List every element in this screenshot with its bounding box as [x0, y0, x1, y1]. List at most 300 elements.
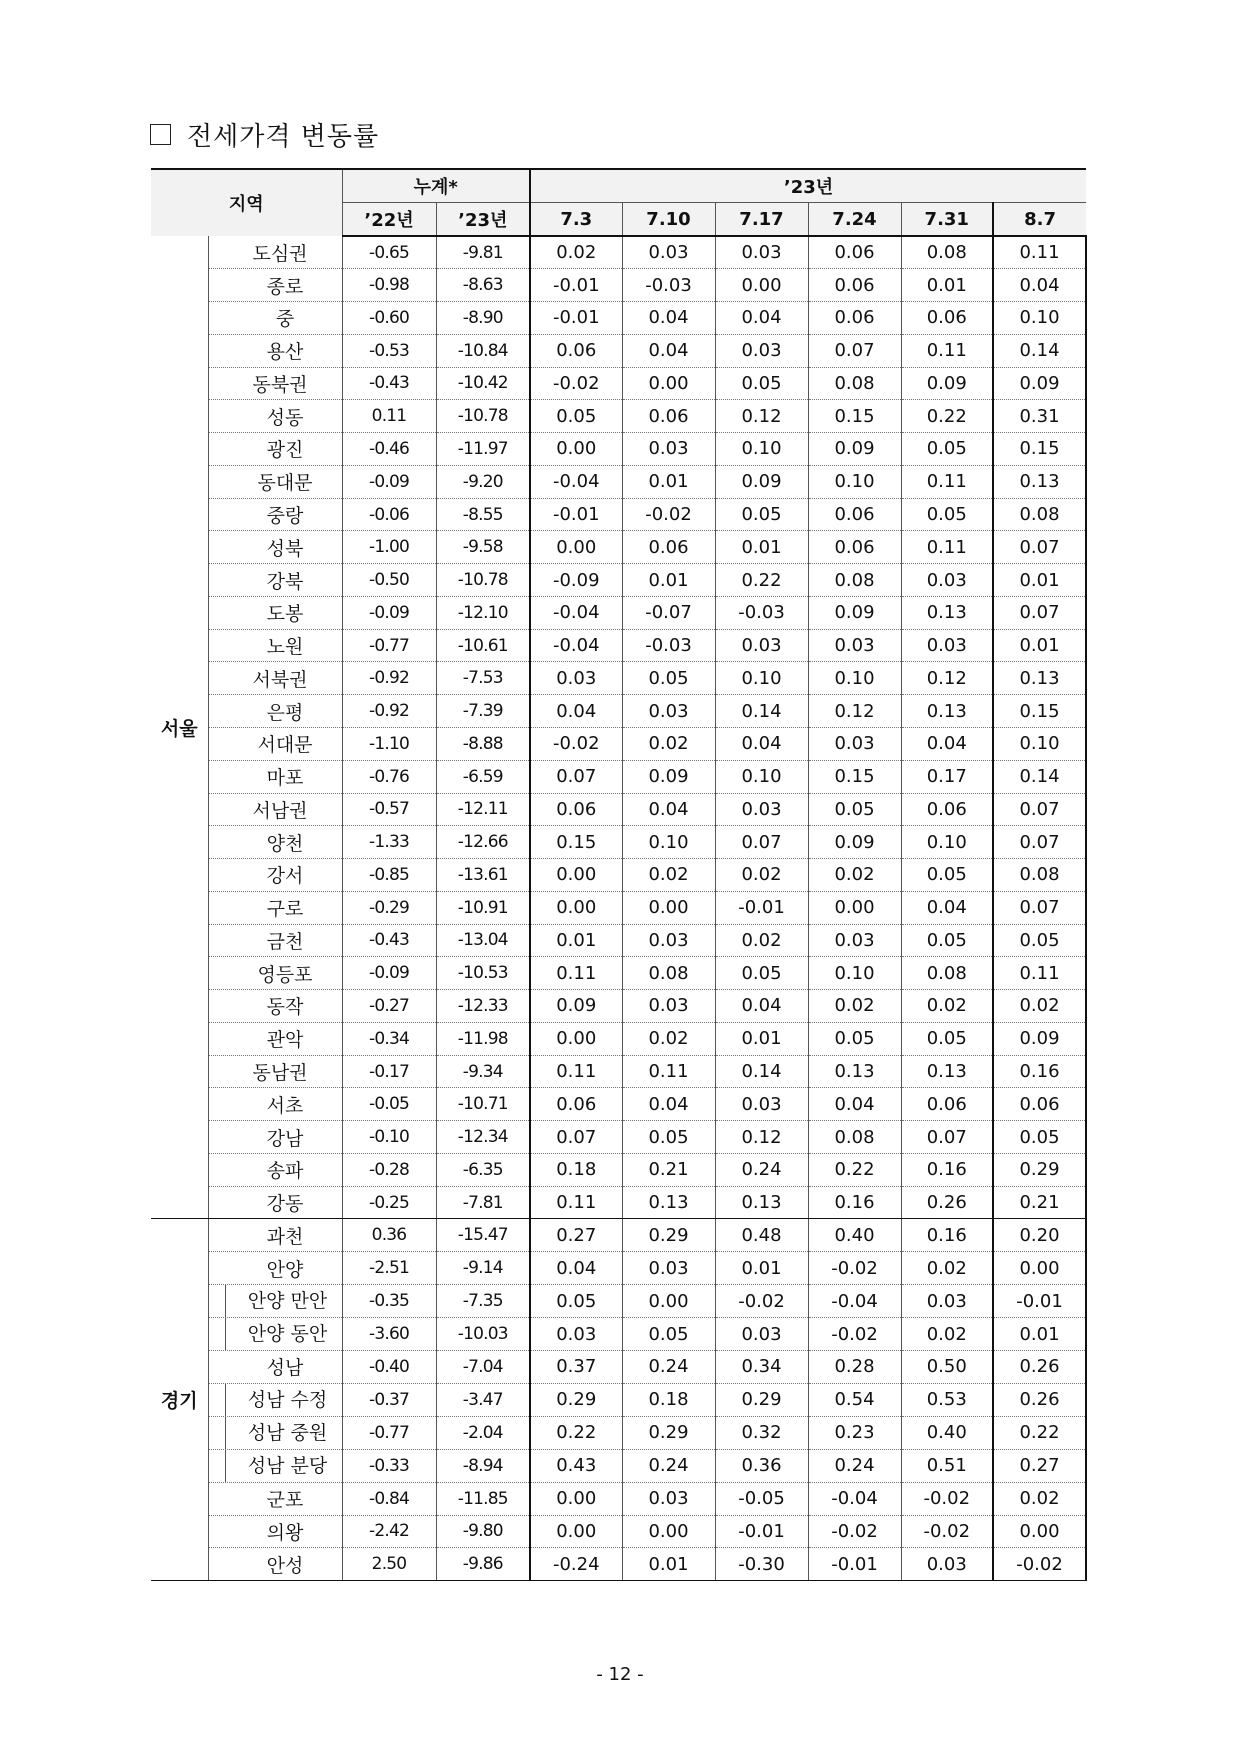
weekly-value-cell: 0.13	[901, 596, 993, 629]
cumulative-value-cell: -6.59	[436, 760, 530, 793]
cumulative-value-cell: -9.81	[436, 236, 530, 269]
weekly-value-cell: 0.07	[530, 760, 622, 793]
cumulative-value-cell: -8.94	[436, 1449, 530, 1482]
table-row	[151, 990, 1086, 1023]
weekly-value-cell: 0.02	[808, 859, 901, 892]
cumulative-value-cell: -0.06	[342, 498, 436, 531]
weekly-value-cell: 0.22	[808, 1153, 901, 1186]
table-row	[151, 1252, 1086, 1285]
weekly-value-cell: 0.02	[901, 1318, 993, 1351]
table-row	[151, 924, 1086, 957]
region-name	[208, 1252, 342, 1285]
weekly-value-cell: -0.01	[715, 891, 808, 924]
table-row	[151, 596, 1086, 629]
weekly-value-cell: 0.02	[530, 236, 622, 269]
section-title	[150, 116, 379, 153]
weekly-value-cell: 0.09	[901, 367, 993, 400]
weekly-value-cell: 0.02	[993, 990, 1086, 1023]
weekly-value-cell: 0.02	[715, 859, 808, 892]
cumulative-value-cell: -9.14	[436, 1252, 530, 1285]
weekly-value-cell: 0.06	[808, 302, 901, 335]
section-title-text: 전세가격 변동률	[187, 122, 380, 152]
weekly-value-cell: 0.03	[622, 236, 715, 269]
region-name	[208, 662, 342, 695]
weekly-value-cell: 0.02	[901, 990, 993, 1023]
cumulative-value-cell: -0.10	[342, 1121, 436, 1154]
header-cum-22: ’22년	[342, 203, 436, 237]
weekly-value-cell: -0.01	[530, 269, 622, 302]
cumulative-value-cell: -0.57	[342, 793, 436, 826]
region-name-text: 서북권	[252, 668, 308, 691]
weekly-value-cell: 0.08	[808, 564, 901, 597]
weekly-value-cell: 0.29	[622, 1416, 715, 1449]
weekly-value-cell: 0.02	[993, 1482, 1086, 1515]
region-name-text: 금천	[266, 930, 304, 953]
weekly-value-cell: 0.03	[901, 629, 993, 662]
weekly-value-cell: -0.02	[808, 1252, 901, 1285]
region-name	[208, 1482, 342, 1515]
region-name	[208, 859, 342, 892]
weekly-value-cell: 0.32	[715, 1416, 808, 1449]
cumulative-value-cell: -0.09	[342, 596, 436, 629]
region-name-text: 양천	[266, 832, 304, 855]
cumulative-value-cell: -9.34	[436, 1055, 530, 1088]
weekly-value-cell: 0.11	[530, 1055, 622, 1088]
weekly-value-cell: 0.13	[993, 465, 1086, 498]
weekly-value-cell: -0.02	[622, 498, 715, 531]
table-row	[151, 760, 1086, 793]
region-name	[208, 695, 342, 728]
weekly-value-cell: 0.11	[530, 957, 622, 990]
weekly-value-cell: 0.24	[622, 1351, 715, 1384]
region-name	[208, 1153, 342, 1186]
weekly-value-cell: 0.24	[622, 1449, 715, 1482]
weekly-value-cell: 0.36	[715, 1449, 808, 1482]
weekly-value-cell: 0.05	[530, 400, 622, 433]
weekly-value-cell: -0.04	[530, 465, 622, 498]
weekly-value-cell: 0.01	[622, 465, 715, 498]
weekly-value-cell: 0.26	[993, 1351, 1086, 1384]
region-name-text: 군포	[266, 1489, 304, 1512]
weekly-value-cell: 0.05	[901, 498, 993, 531]
weekly-value-cell: 0.29	[530, 1383, 622, 1416]
table-row	[151, 1449, 1086, 1482]
cumulative-value-cell: -12.10	[436, 596, 530, 629]
weekly-value-cell: 0.03	[715, 1318, 808, 1351]
cumulative-value-cell: -12.66	[436, 826, 530, 859]
weekly-value-cell: 0.27	[530, 1219, 622, 1252]
table-row	[151, 1153, 1086, 1186]
cumulative-value-cell: -0.84	[342, 1482, 436, 1515]
table-row	[151, 269, 1086, 302]
cumulative-value-cell: -12.11	[436, 793, 530, 826]
region-name	[208, 531, 342, 564]
cumulative-value-cell: -7.35	[436, 1285, 530, 1318]
table-row	[151, 1186, 1086, 1219]
table-row	[151, 859, 1086, 892]
weekly-value-cell: -0.03	[715, 596, 808, 629]
weekly-value-cell: 0.05	[715, 367, 808, 400]
region-name	[208, 793, 342, 826]
weekly-value-cell: 0.26	[993, 1383, 1086, 1416]
table-row	[151, 236, 1086, 269]
weekly-value-cell: 0.04	[530, 1252, 622, 1285]
table-row	[151, 531, 1086, 564]
weekly-value-cell: 0.53	[901, 1383, 993, 1416]
table-row	[151, 1088, 1086, 1121]
region-name-text: 서대문	[257, 734, 313, 757]
weekly-value-cell: 0.18	[530, 1153, 622, 1186]
region-name-text: 중랑	[266, 505, 304, 527]
weekly-value-cell: 0.04	[715, 727, 808, 760]
weekly-value-cell: 0.29	[715, 1383, 808, 1416]
weekly-value-cell: 0.00	[530, 891, 622, 924]
header-week-7-17: 7.17	[715, 203, 808, 237]
table-row	[151, 826, 1086, 859]
table-row	[151, 695, 1086, 728]
weekly-value-cell: 0.03	[530, 1318, 622, 1351]
weekly-value-cell: 0.04	[715, 302, 808, 335]
weekly-value-cell: 0.16	[901, 1219, 993, 1252]
weekly-value-cell: -0.04	[530, 596, 622, 629]
weekly-value-cell: -0.02	[530, 367, 622, 400]
cumulative-value-cell: -0.35	[342, 1285, 436, 1318]
weekly-value-cell: 0.04	[622, 793, 715, 826]
cumulative-value-cell: -2.51	[342, 1252, 436, 1285]
region-name	[208, 498, 342, 531]
table-row	[151, 1515, 1086, 1548]
weekly-value-cell: 0.09	[530, 990, 622, 1023]
weekly-value-cell: 0.10	[808, 662, 901, 695]
region-name-text: 성북	[266, 537, 304, 560]
weekly-value-cell: 0.01	[530, 924, 622, 957]
weekly-value-cell: 0.05	[901, 1022, 993, 1055]
table-row	[151, 465, 1086, 498]
weekly-value-cell: 0.04	[622, 302, 715, 335]
region-name	[208, 596, 342, 629]
weekly-value-cell: 0.06	[808, 269, 901, 302]
weekly-value-cell: 0.07	[993, 596, 1086, 629]
weekly-value-cell: -0.05	[715, 1482, 808, 1515]
weekly-value-cell: 0.05	[901, 433, 993, 466]
region-name-text: 용산	[266, 341, 304, 364]
cumulative-value-cell: -7.04	[436, 1351, 530, 1384]
region-name	[208, 400, 342, 433]
weekly-value-cell: 0.12	[715, 1121, 808, 1154]
region-name-text: 은평	[266, 701, 304, 724]
table-body	[151, 236, 1086, 1581]
weekly-value-cell: 0.10	[808, 465, 901, 498]
cumulative-value-cell: -9.80	[436, 1515, 530, 1548]
region-name	[208, 236, 342, 269]
weekly-value-cell: 0.05	[622, 662, 715, 695]
cumulative-value-cell: 0.11	[342, 400, 436, 433]
cumulative-value-cell: -0.76	[342, 760, 436, 793]
weekly-value-cell: 0.13	[715, 1186, 808, 1219]
cumulative-value-cell: -12.33	[436, 990, 530, 1023]
weekly-value-cell: 0.00	[993, 1252, 1086, 1285]
cumulative-value-cell: -10.61	[436, 629, 530, 662]
cumulative-value-cell: -0.25	[342, 1186, 436, 1219]
weekly-value-cell: 0.09	[808, 596, 901, 629]
cumulative-value-cell: -0.27	[342, 990, 436, 1023]
table-row	[151, 433, 1086, 466]
table-row	[151, 1121, 1086, 1154]
weekly-value-cell: 0.12	[715, 400, 808, 433]
weekly-value-cell: 0.07	[901, 1121, 993, 1154]
table-row	[151, 1219, 1086, 1252]
cumulative-value-cell: -10.42	[436, 367, 530, 400]
weekly-value-cell: 0.05	[993, 1121, 1086, 1154]
header-week-7-3: 7.3	[530, 203, 622, 237]
weekly-value-cell: 0.21	[622, 1153, 715, 1186]
weekly-value-cell: 0.05	[530, 1285, 622, 1318]
weekly-value-cell: 0.15	[808, 760, 901, 793]
weekly-value-cell: 0.06	[901, 793, 993, 826]
region-name	[208, 367, 342, 400]
weekly-value-cell: -0.02	[901, 1482, 993, 1515]
region-name-text: 영등포	[257, 963, 313, 986]
weekly-value-cell: 0.14	[993, 760, 1086, 793]
page-number: - 12 -	[596, 1664, 644, 1685]
weekly-value-cell: 0.03	[622, 1482, 715, 1515]
header-cumulative-label: 누계*	[413, 177, 458, 198]
region-name-text: 의왕	[266, 1521, 304, 1544]
weekly-value-cell: 0.08	[808, 1121, 901, 1154]
weekly-value-cell: 0.20	[993, 1219, 1086, 1252]
cumulative-value-cell: -0.33	[342, 1449, 436, 1482]
weekly-value-cell: 0.13	[901, 695, 993, 728]
region-name-text: 마포	[266, 767, 304, 790]
weekly-value-cell: 0.01	[715, 1022, 808, 1055]
cumulative-value-cell: -0.98	[342, 269, 436, 302]
region-name-text: 안성	[266, 1554, 304, 1577]
weekly-value-cell: 0.29	[993, 1153, 1086, 1186]
cumulative-value-cell: -10.78	[436, 564, 530, 597]
jeonse-price-change-table	[151, 168, 1087, 1581]
weekly-value-cell: 0.03	[622, 990, 715, 1023]
weekly-value-cell: 0.00	[808, 891, 901, 924]
cumulative-value-cell: -10.03	[436, 1318, 530, 1351]
region-name	[208, 1055, 342, 1088]
weekly-value-cell: 0.15	[993, 695, 1086, 728]
weekly-value-cell: 0.03	[622, 433, 715, 466]
weekly-value-cell: 0.31	[993, 400, 1086, 433]
region-name	[208, 891, 342, 924]
table-row	[151, 793, 1086, 826]
weekly-value-cell: 0.37	[530, 1351, 622, 1384]
region-name-text: 종로	[266, 275, 304, 298]
weekly-value-cell: 0.05	[901, 859, 993, 892]
weekly-value-cell: 0.00	[622, 367, 715, 400]
weekly-value-cell: 0.09	[993, 367, 1086, 400]
weekly-value-cell: 0.40	[808, 1219, 901, 1252]
weekly-value-cell: 0.00	[993, 1515, 1086, 1548]
weekly-value-cell: 0.06	[808, 531, 901, 564]
weekly-value-cell: 0.51	[901, 1449, 993, 1482]
cumulative-value-cell: -0.34	[342, 1022, 436, 1055]
weekly-value-cell: 0.07	[808, 334, 901, 367]
region-name	[208, 1351, 342, 1384]
table-row	[151, 564, 1086, 597]
weekly-value-cell: 0.54	[808, 1383, 901, 1416]
weekly-value-cell: 0.00	[622, 891, 715, 924]
weekly-value-cell: 0.15	[993, 433, 1086, 466]
weekly-value-cell: 0.06	[901, 302, 993, 335]
cumulative-value-cell: -13.61	[436, 859, 530, 892]
region-name-text: 중	[275, 308, 295, 331]
region-name	[208, 269, 342, 302]
region-name	[208, 1449, 342, 1482]
weekly-value-cell: 0.01	[622, 1548, 715, 1581]
weekly-value-cell: 0.17	[901, 760, 993, 793]
weekly-value-cell: 0.24	[808, 1449, 901, 1482]
weekly-value-cell: 0.07	[993, 531, 1086, 564]
weekly-value-cell: 0.08	[901, 957, 993, 990]
weekly-value-cell: 0.02	[622, 727, 715, 760]
weekly-value-cell: 0.04	[622, 334, 715, 367]
region-name	[208, 1318, 342, 1351]
region-name-text: 구로	[266, 898, 304, 921]
weekly-value-cell: 0.05	[715, 498, 808, 531]
cumulative-value-cell: -0.92	[342, 662, 436, 695]
weekly-value-cell: 0.16	[808, 1186, 901, 1219]
weekly-value-cell: 0.10	[901, 826, 993, 859]
weekly-value-cell: 0.10	[715, 433, 808, 466]
weekly-value-cell: 0.15	[808, 400, 901, 433]
table-row	[151, 367, 1086, 400]
weekly-value-cell: 0.12	[808, 695, 901, 728]
weekly-value-cell: 0.03	[622, 695, 715, 728]
weekly-value-cell: 0.22	[993, 1416, 1086, 1449]
region-name-text: 도심권	[252, 242, 308, 265]
weekly-value-cell: 0.01	[715, 1252, 808, 1285]
weekly-value-cell: 0.48	[715, 1219, 808, 1252]
weekly-value-cell: 0.06	[808, 498, 901, 531]
cumulative-value-cell: -10.78	[436, 400, 530, 433]
weekly-value-cell: 0.08	[993, 498, 1086, 531]
weekly-value-cell: -0.01	[530, 302, 622, 335]
region-name	[208, 957, 342, 990]
weekly-value-cell: 0.00	[530, 1515, 622, 1548]
region-name	[208, 465, 342, 498]
cumulative-value-cell: -7.81	[436, 1186, 530, 1219]
weekly-value-cell: -0.24	[530, 1548, 622, 1581]
weekly-value-cell: 0.11	[622, 1055, 715, 1088]
weekly-value-cell: 0.11	[993, 236, 1086, 269]
weekly-value-cell: 0.11	[530, 1186, 622, 1219]
cumulative-value-cell: -1.10	[342, 727, 436, 760]
cumulative-value-cell: -0.43	[342, 367, 436, 400]
weekly-value-cell: 0.13	[901, 1055, 993, 1088]
table-row	[151, 302, 1086, 335]
table-row	[151, 1383, 1086, 1416]
cumulative-value-cell: -0.28	[342, 1153, 436, 1186]
weekly-value-cell: 0.04	[530, 695, 622, 728]
weekly-value-cell: 0.00	[530, 859, 622, 892]
region-name	[208, 1022, 342, 1055]
weekly-value-cell: 0.00	[530, 1482, 622, 1515]
weekly-value-cell: 0.14	[715, 695, 808, 728]
weekly-value-cell: -0.01	[530, 498, 622, 531]
table-row	[151, 1055, 1086, 1088]
weekly-value-cell: 0.06	[993, 1088, 1086, 1121]
header-year-group: ’23년	[530, 169, 1086, 203]
weekly-value-cell: 0.03	[715, 1088, 808, 1121]
region-name	[208, 433, 342, 466]
weekly-value-cell: 0.34	[715, 1351, 808, 1384]
cumulative-value-cell: -10.84	[436, 334, 530, 367]
weekly-value-cell: -0.04	[530, 629, 622, 662]
weekly-value-cell: -0.02	[901, 1515, 993, 1548]
weekly-value-cell: -0.04	[808, 1285, 901, 1318]
weekly-value-cell: 0.13	[622, 1186, 715, 1219]
weekly-value-cell: 0.27	[993, 1449, 1086, 1482]
region-name	[208, 1219, 342, 1252]
table-row	[151, 1351, 1086, 1384]
region-name-text: 도봉	[266, 603, 304, 626]
checkbox-square-icon	[150, 124, 171, 145]
weekly-value-cell: 0.05	[715, 957, 808, 990]
weekly-value-cell: 0.07	[993, 891, 1086, 924]
weekly-value-cell: 0.02	[622, 859, 715, 892]
cumulative-value-cell: -0.77	[342, 629, 436, 662]
weekly-value-cell: 0.02	[715, 924, 808, 957]
table-row	[151, 1022, 1086, 1055]
cumulative-value-cell: 2.50	[342, 1548, 436, 1581]
table-row	[151, 1416, 1086, 1449]
region-name-text: 동대문	[257, 472, 313, 495]
weekly-value-cell: 0.03	[715, 236, 808, 269]
header-region: 지역	[151, 169, 342, 236]
cumulative-value-cell: -0.60	[342, 302, 436, 335]
header-week-7-10: 7.10	[622, 203, 715, 237]
weekly-value-cell: 0.00	[622, 1515, 715, 1548]
weekly-value-cell: 0.40	[901, 1416, 993, 1449]
weekly-value-cell: 0.16	[993, 1055, 1086, 1088]
weekly-value-cell: 0.09	[808, 826, 901, 859]
weekly-value-cell: 0.09	[993, 1022, 1086, 1055]
weekly-value-cell: -0.03	[622, 269, 715, 302]
cumulative-value-cell: -0.17	[342, 1055, 436, 1088]
weekly-value-cell: 0.04	[993, 269, 1086, 302]
weekly-value-cell: 0.00	[715, 269, 808, 302]
weekly-value-cell: 0.24	[715, 1153, 808, 1186]
weekly-value-cell: 0.09	[808, 433, 901, 466]
weekly-value-cell: 0.05	[808, 1022, 901, 1055]
region-name	[208, 727, 342, 760]
table-row	[151, 400, 1086, 433]
cumulative-value-cell: -10.71	[436, 1088, 530, 1121]
weekly-value-cell: 0.05	[622, 1121, 715, 1154]
weekly-value-cell: 0.12	[901, 662, 993, 695]
weekly-value-cell: 0.28	[808, 1351, 901, 1384]
weekly-value-cell: 0.03	[622, 1252, 715, 1285]
weekly-value-cell: 0.05	[901, 924, 993, 957]
cumulative-value-cell: -3.47	[436, 1383, 530, 1416]
cumulative-value-cell: -0.29	[342, 891, 436, 924]
weekly-value-cell: -0.07	[622, 596, 715, 629]
header-cum-23: ’23년	[436, 203, 530, 237]
cumulative-value-cell: -0.09	[342, 465, 436, 498]
cumulative-value-cell: -11.98	[436, 1022, 530, 1055]
weekly-value-cell: 0.08	[993, 859, 1086, 892]
region-name	[208, 1416, 342, 1449]
region-name-text: 강동	[266, 1193, 304, 1216]
cumulative-value-cell: -6.35	[436, 1153, 530, 1186]
weekly-value-cell: -0.01	[715, 1515, 808, 1548]
cumulative-value-cell: -9.58	[436, 531, 530, 564]
